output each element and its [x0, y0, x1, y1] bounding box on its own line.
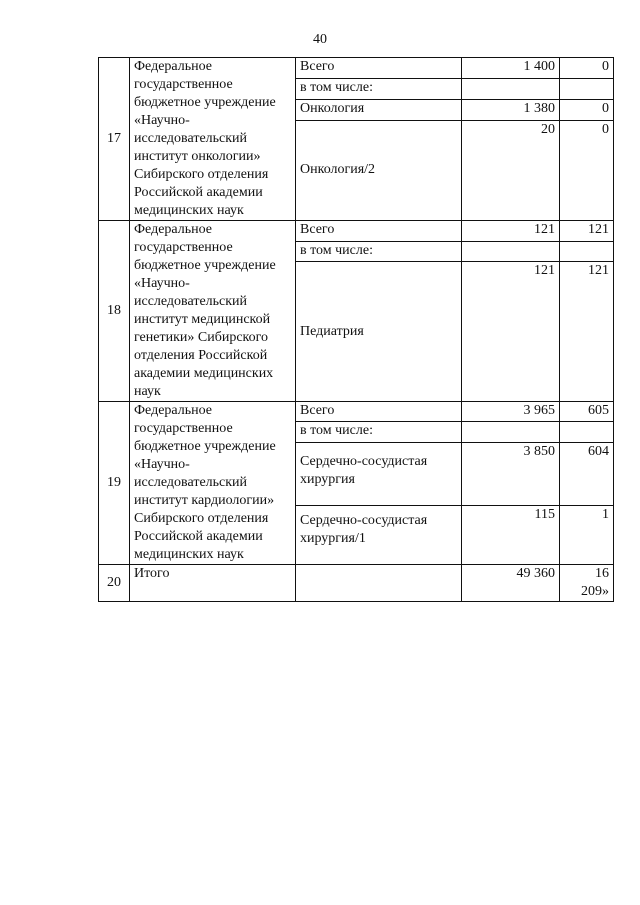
value-cell: 121: [462, 262, 560, 402]
profile-cell: Сердечно-сосудистая хирургия/1: [296, 505, 462, 564]
table-row: [99, 402, 614, 422]
profile-cell: в том числе:: [296, 78, 462, 99]
value-cell: [560, 241, 614, 262]
value-cell: 0: [560, 120, 614, 220]
value-cell: 121: [462, 221, 560, 242]
row-number: 18: [99, 221, 130, 402]
value-cell: 1 380: [462, 99, 560, 120]
value-cell: 115: [462, 505, 560, 564]
profile-cell: Всего: [296, 402, 462, 422]
profile-cell: Всего: [296, 58, 462, 79]
value-cell: 1 400: [462, 58, 560, 79]
profile-cell: Сердечно-сосудистая хирургия: [296, 442, 462, 505]
value-cell: [462, 78, 560, 99]
value-cell: [462, 241, 560, 262]
profile-cell: Онкология/2: [296, 120, 462, 220]
value-cell: 0: [560, 99, 614, 120]
value-cell: [560, 422, 614, 442]
value-cell: 1: [560, 505, 614, 564]
value-cell: 604: [560, 442, 614, 505]
organization-name: Федеральное государственное бюджетное учреждение «Научно-исследовательский институт медицинской генетики» Сибирского отделения Российской академии медицинских наук: [130, 221, 296, 402]
profile-cell: Педиатрия: [296, 262, 462, 402]
allocation-table: [98, 57, 614, 602]
value-cell: [462, 422, 560, 442]
profile-cell: [296, 565, 462, 602]
row-number: 19: [99, 402, 130, 565]
value-cell: 121: [560, 221, 614, 242]
value-cell: 605: [560, 402, 614, 422]
profile-cell: в том числе:: [296, 422, 462, 442]
total-label: Итого: [130, 565, 296, 602]
profile-cell: в том числе:: [296, 241, 462, 262]
value-cell: 3 850: [462, 442, 560, 505]
value-cell: 20: [462, 120, 560, 220]
profile-cell: Всего: [296, 221, 462, 242]
organization-name: Федеральное государственное бюджетное учреждение «Научно-исследовательский институт кардиологии» Сибирского отделения Российской академии медицинских наук: [130, 402, 296, 565]
profile-cell: Онкология: [296, 99, 462, 120]
organization-name: Федеральное государственное бюджетное учреждение «Научно-исследовательский институт онкологии» Сибирского отделения Российской академии медицинских наук: [130, 58, 296, 221]
table-row: [99, 221, 614, 242]
row-number: 17: [99, 58, 130, 221]
row-number: 20: [99, 565, 130, 602]
value-cell: 0: [560, 58, 614, 79]
value-cell: 121: [560, 262, 614, 402]
page-number: 40: [313, 32, 327, 47]
table-row: [99, 58, 614, 79]
total-row: [99, 565, 614, 602]
value-cell: 3 965: [462, 402, 560, 422]
total-value: 49 360: [462, 565, 560, 602]
value-cell: [560, 78, 614, 99]
total-value: 16 209»: [560, 565, 614, 602]
